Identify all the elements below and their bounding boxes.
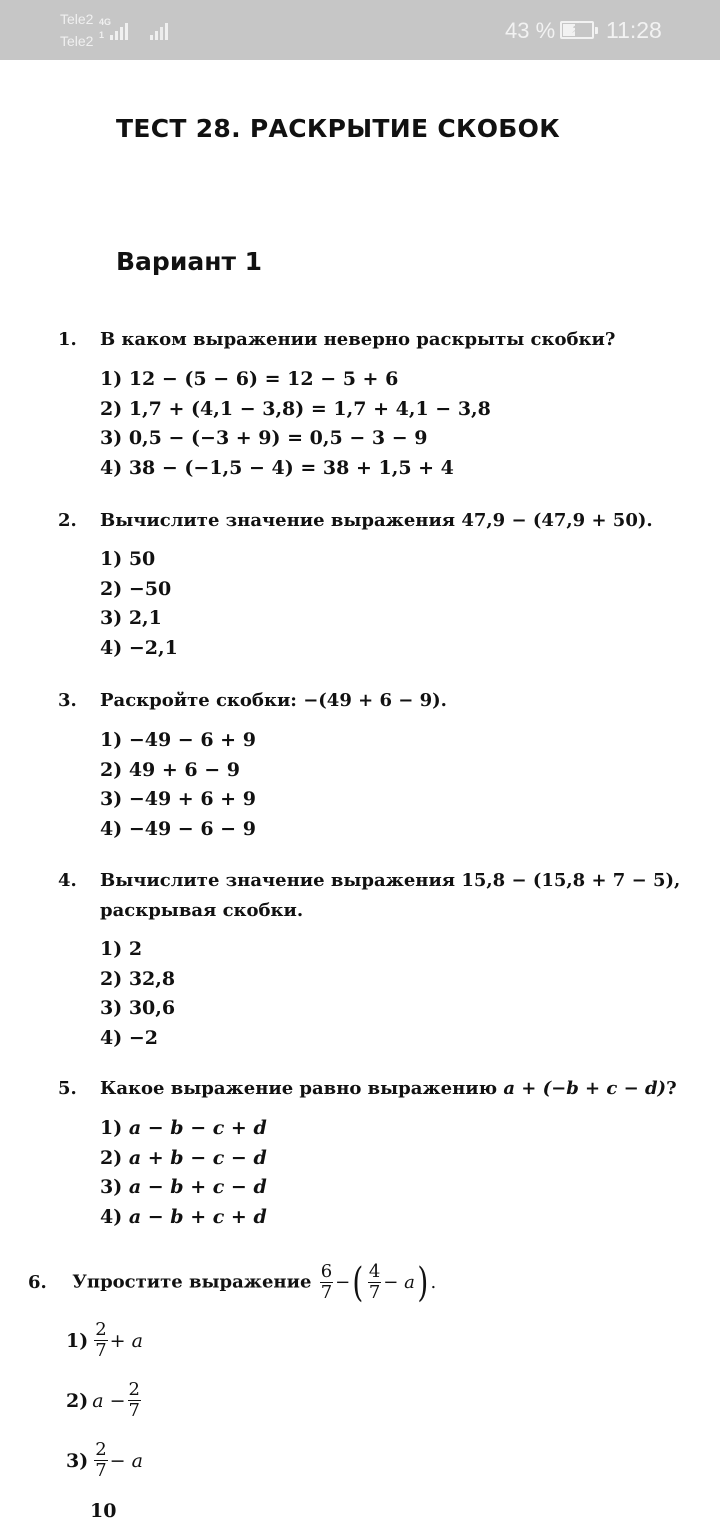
answer-option-partial[interactable] — [90, 1500, 116, 1522]
fraction-numerator: 4 — [368, 1261, 381, 1282]
battery-percent: 43 % — [505, 18, 556, 43]
battery-icon — [560, 21, 594, 39]
fraction-denominator: 7 — [320, 1282, 333, 1303]
question-text: В каком выражении неверно раскрыты скобки? — [100, 329, 616, 350]
fraction-numerator: 2 — [95, 1319, 107, 1340]
answer-options — [100, 365, 491, 483]
question-text-prefix: Какое выражение равно выражению — [100, 1078, 504, 1099]
minus-sign: − — [335, 1272, 351, 1293]
option-expression: a + b − c − d — [128, 1146, 267, 1169]
left-parenthesis: ( — [352, 1259, 364, 1306]
fraction — [128, 1380, 141, 1421]
option-label: 2) — [66, 1389, 89, 1412]
right-parenthesis: ) — [417, 1259, 429, 1306]
fraction — [320, 1262, 333, 1303]
question-text — [28, 1259, 437, 1306]
fraction — [94, 1440, 107, 1481]
answer-option[interactable]: 3) −49 + 6 + 9 — [100, 788, 256, 810]
answer-option[interactable]: 2) −50 — [100, 577, 172, 600]
option-label: 4) — [100, 1205, 123, 1228]
fraction-numerator: 6 — [320, 1261, 333, 1282]
answer-option[interactable]: 4) −2 — [100, 1026, 158, 1049]
answer-option[interactable] — [100, 1203, 267, 1233]
answer-option[interactable]: 1) 12 − (5 − 6) = 12 − 5 + 6 — [100, 368, 399, 390]
option-label: 3) — [100, 1176, 123, 1198]
answer-option[interactable]: 3) 0,5 − (−3 + 9) = 0,5 − 3 − 9 — [100, 427, 428, 449]
question-number: 5. — [58, 1078, 77, 1099]
question-number: 6. — [28, 1271, 47, 1293]
option-expression: a − b + c + d — [128, 1205, 267, 1228]
answer-options — [100, 545, 178, 663]
answer-option[interactable] — [66, 1380, 143, 1421]
question-text-suffix: ? — [666, 1078, 677, 1099]
answer-option[interactable]: 4) −49 − 6 − 9 — [100, 817, 256, 840]
answer-option[interactable]: 2) 32,8 — [100, 967, 176, 990]
answer-option[interactable] — [100, 1114, 267, 1144]
question-number: 4. — [58, 870, 77, 891]
carrier-label-sim1: Tele2 — [60, 11, 94, 27]
option-expression — [92, 1320, 143, 1361]
answer-options — [100, 935, 175, 1053]
answer-option[interactable]: 1) 2 — [100, 938, 143, 960]
answer-option[interactable]: 1) −49 − 6 + 9 — [100, 729, 256, 751]
answer-option[interactable] — [100, 1173, 267, 1203]
fraction-numerator: 2 — [95, 1439, 107, 1460]
carrier-label-sim2: Tele2 — [60, 33, 94, 49]
signal-strength-icon — [110, 20, 132, 40]
answer-option[interactable]: 2) 49 + 6 − 9 — [100, 758, 241, 781]
clock: 11:28 — [606, 17, 662, 43]
answer-option[interactable]: 3) 2,1 — [100, 607, 162, 629]
fraction-numerator: 2 — [128, 1379, 140, 1400]
answer-option[interactable] — [100, 1144, 267, 1174]
charging-icon: ⚡ — [571, 20, 581, 36]
option-label: 1) — [66, 1329, 89, 1352]
expression-term: + a — [109, 1329, 143, 1352]
option-label: 3) — [66, 1449, 89, 1472]
option-label: 2) — [100, 1146, 123, 1169]
status-bar — [0, 0, 720, 60]
period: . — [430, 1272, 437, 1293]
fraction-denominator: 7 — [128, 1400, 140, 1421]
network-type-sim2: 1 — [99, 30, 105, 40]
question-text: Вычислите значение выражения 15,8 − (15,8 + 7 − 5), раскрывая скобки. — [100, 870, 681, 921]
signal-strength-icon — [150, 20, 172, 40]
answer-option[interactable]: 4) −2,1 — [100, 636, 178, 659]
fraction — [368, 1262, 381, 1303]
question-text: Раскройте скобки: −(49 + 6 − 9). — [100, 690, 447, 711]
question-number: 2. — [58, 510, 77, 531]
question-text-prefix: Упростите выражение — [72, 1271, 312, 1293]
option-label: 1) — [100, 1117, 123, 1139]
network-type-sim1: 4G — [99, 17, 112, 27]
answer-option[interactable]: 4) 38 − (−1,5 − 4) = 38 + 1,5 + 4 — [100, 456, 454, 479]
answer-options — [100, 726, 256, 844]
answer-option[interactable]: 3) 30,6 — [100, 997, 176, 1019]
fraction — [94, 1320, 107, 1361]
variant-heading: Вариант 1 — [116, 247, 263, 276]
option-expression: a − b − c + d — [128, 1117, 267, 1139]
option-expression: a − b + c − d — [128, 1176, 267, 1198]
question-expression — [318, 1259, 437, 1306]
question-text — [100, 1074, 700, 1104]
answer-options — [100, 1114, 267, 1232]
question-expression: a + (−b + c − d) — [503, 1078, 667, 1099]
option-expression — [92, 1380, 143, 1421]
answer-option[interactable] — [66, 1320, 143, 1361]
question-number: 1. — [58, 329, 77, 350]
option-expression — [92, 1440, 143, 1481]
expression-term: − a — [109, 1449, 143, 1472]
test-title: ТЕСТ 28. РАСКРЫТИЕ СКОБОК — [116, 114, 560, 143]
fraction-denominator: 7 — [95, 1460, 107, 1481]
fraction-denominator: 7 — [368, 1282, 381, 1303]
answer-option[interactable]: 2) 1,7 + (4,1 − 3,8) = 1,7 + 4,1 − 3,8 — [100, 397, 491, 420]
expression-term: − a — [383, 1272, 415, 1293]
question-number: 3. — [58, 690, 77, 711]
question-text: Вычислите значение выражения 47,9 − (47,9 + 50). — [100, 510, 653, 531]
expression-term: a − — [92, 1389, 126, 1412]
fraction-denominator: 7 — [95, 1340, 107, 1361]
answer-option[interactable] — [66, 1440, 143, 1481]
partial-numerator: 10 — [90, 1500, 117, 1522]
answer-option[interactable]: 1) 50 — [100, 548, 156, 570]
